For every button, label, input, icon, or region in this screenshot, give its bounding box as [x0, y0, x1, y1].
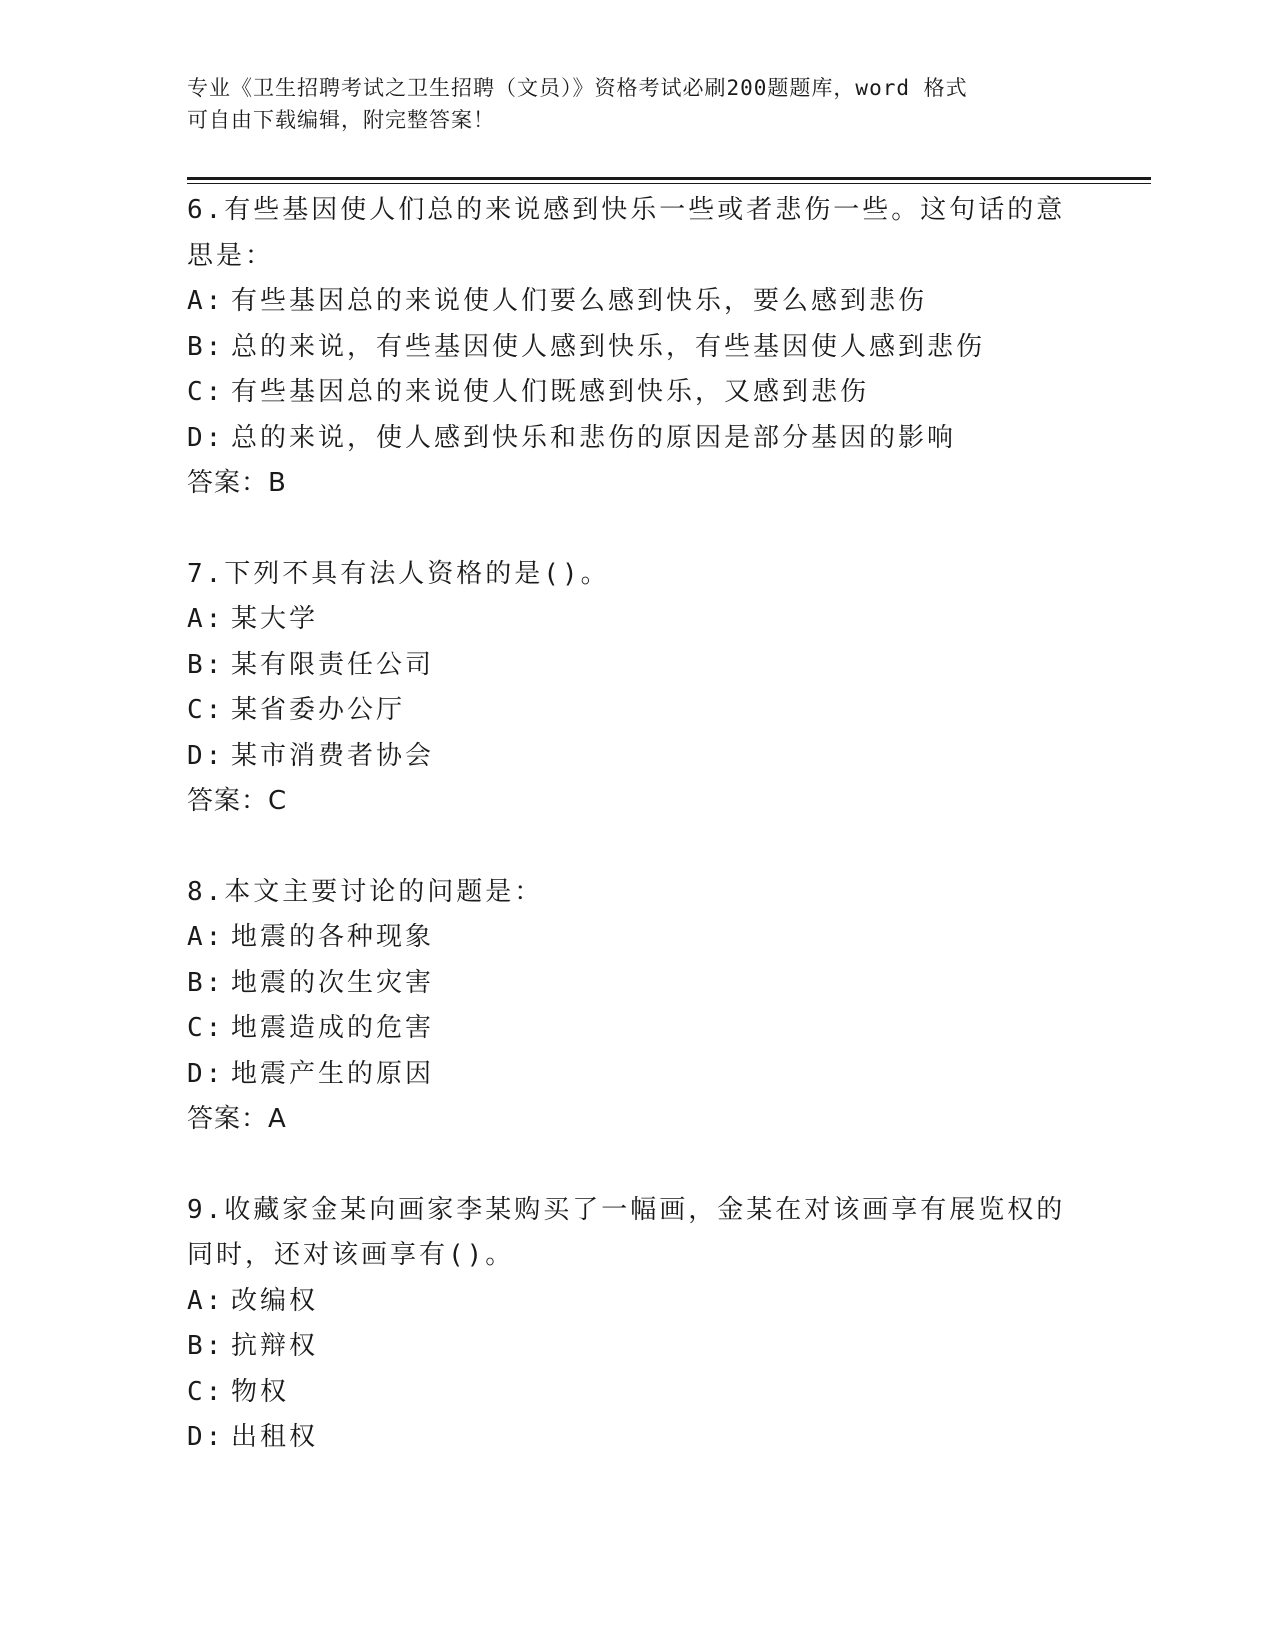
option-d — [187, 734, 1067, 780]
option-text: 地震产生的原因 — [231, 1058, 435, 1089]
question-stem — [187, 552, 1067, 598]
option-key: B: — [187, 1331, 225, 1361]
option-text: 有些基因总的来说使人们要么感到快乐，要么感到悲伤 — [231, 286, 928, 316]
option-b — [187, 961, 1067, 1007]
option-b — [187, 1324, 1067, 1370]
option-b — [187, 325, 1067, 371]
option-key: D: — [187, 740, 225, 771]
option-d — [187, 1052, 1067, 1098]
option-key: B: — [187, 649, 225, 680]
answer-label: 答案：C — [187, 786, 288, 816]
answer-label: 答案：B — [187, 468, 287, 498]
option-key: A: — [187, 1285, 225, 1316]
option-text: 出租权 — [231, 1422, 319, 1452]
header-line-1: 专业《卫生招聘考试之卫生招聘（文员）》资格考试必刷200题题库，word 格式 — [187, 76, 968, 100]
option-key: D: — [187, 422, 225, 453]
option-c — [187, 370, 1067, 416]
option-text: 改编权 — [231, 1285, 319, 1316]
option-key: A: — [187, 922, 225, 952]
question-6 — [187, 188, 1067, 507]
option-c — [187, 1370, 1067, 1416]
option-d — [187, 416, 1067, 462]
document-header — [187, 72, 1067, 136]
question-stem — [187, 870, 1067, 916]
option-text: 地震的次生灾害 — [231, 967, 435, 998]
question-8 — [187, 870, 1067, 1143]
option-key: A: — [187, 286, 225, 316]
option-key: C: — [187, 377, 225, 407]
header-divider-thick — [187, 177, 1151, 180]
option-key: B: — [187, 967, 225, 998]
question-stem-line-1: 8.本文主要讨论的问题是： — [187, 876, 544, 907]
option-text: 物权 — [231, 1376, 290, 1407]
question-stem-line-2: 思是： — [187, 240, 275, 271]
question-stem-line-2: 同时，还对该画享有()。 — [187, 1240, 515, 1270]
question-stem-line-1: 7.下列不具有法人资格的是()。 — [187, 558, 610, 589]
option-text: 某市消费者协会 — [231, 740, 435, 771]
option-text: 总的来说，使人感到快乐和悲伤的原因是部分基因的影响 — [231, 422, 957, 453]
option-d — [187, 1415, 1067, 1461]
header-line-2: 可自由下载编辑，附完整答案！ — [187, 108, 495, 132]
answer-label: 答案：A — [187, 1104, 287, 1134]
option-key: D: — [187, 1058, 225, 1089]
option-c — [187, 1006, 1067, 1052]
option-c — [187, 688, 1067, 734]
option-key: C: — [187, 1013, 225, 1043]
option-text: 地震的各种现象 — [231, 922, 435, 952]
option-key: C: — [187, 695, 225, 725]
option-key: B: — [187, 331, 225, 362]
option-text: 有些基因总的来说使人们既感到快乐，又感到悲伤 — [231, 377, 870, 407]
option-a — [187, 1279, 1067, 1325]
option-text: 某大学 — [231, 604, 319, 634]
option-text: 某有限责任公司 — [231, 649, 435, 680]
question-7 — [187, 552, 1067, 825]
option-key: A: — [187, 604, 225, 634]
option-text: 地震造成的危害 — [231, 1013, 435, 1043]
option-a — [187, 279, 1067, 325]
option-key: D: — [187, 1422, 225, 1452]
question-stem-line-1: 6.有些基因使人们总的来说感到快乐一些或者悲伤一些。这句话的意 — [187, 195, 1066, 225]
question-9 — [187, 1188, 1067, 1461]
question-stem — [187, 188, 1067, 279]
option-a — [187, 915, 1067, 961]
option-key: C: — [187, 1376, 225, 1407]
question-list — [187, 188, 1067, 1506]
option-a — [187, 597, 1067, 643]
question-stem-line-1: 9.收藏家金某向画家李某购买了一幅画，金某在对该画享有展览权的 — [187, 1194, 1066, 1225]
option-text: 总的来说，有些基因使人感到快乐，有些基因使人感到悲伤 — [231, 331, 986, 362]
option-text: 抗辩权 — [231, 1331, 319, 1361]
option-b — [187, 643, 1067, 689]
question-stem — [187, 1188, 1067, 1279]
option-text: 某省委办公厅 — [231, 695, 406, 725]
header-divider-thin — [187, 183, 1151, 184]
